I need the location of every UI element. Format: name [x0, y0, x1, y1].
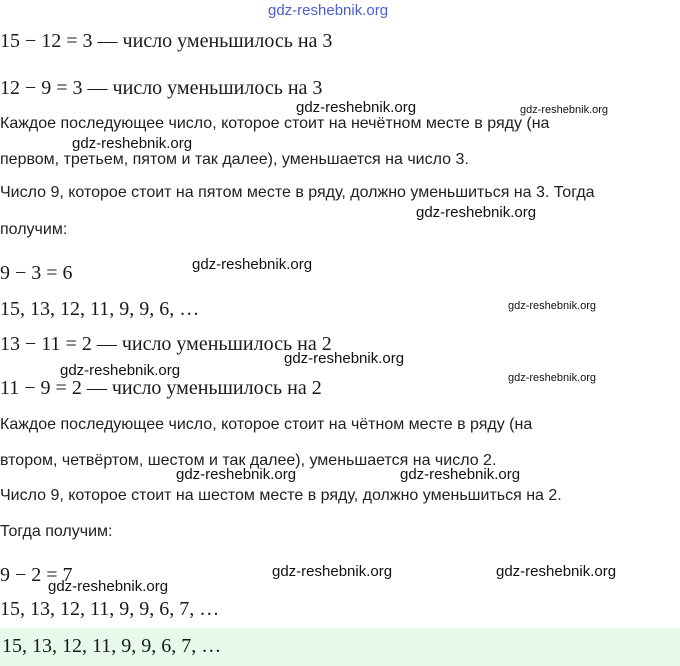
equation-line-3: 9 − 3 = 6	[0, 262, 73, 284]
paragraph-line-6: втором, четвёртом, шестом и так далее), уменьшается на число 2.	[0, 452, 497, 469]
paragraph-line-3: Число 9, которое стоит на пятом месте в ряду, должно уменьшиться на 3. Тогда	[0, 184, 595, 201]
equation-line-5: 11 − 9 = 2 — число уменьшилось на 2	[0, 377, 322, 399]
equation-line-4: 13 − 11 = 2 — число уменьшилось на 2	[0, 333, 332, 355]
watermark: gdz-reshebnik.org	[508, 372, 597, 384]
answer-text: 15, 13, 12, 11, 9, 9, 6, 7, …	[2, 635, 222, 657]
equation-line-2: 12 − 9 = 3 — число уменьшилось на 3	[0, 77, 323, 99]
watermark: gdz-reshebnik.org	[60, 362, 181, 379]
paragraph-line-4: получим:	[0, 221, 68, 238]
paragraph-line-8: Тогда получим:	[0, 523, 113, 540]
equation-line-6: 9 − 2 = 7	[0, 564, 73, 586]
paragraph-line-1: Каждое последующее число, которое стоит на нечётном месте в ряду (на	[0, 115, 550, 132]
watermark: gdz-reshebnik.org	[268, 2, 389, 19]
equation-line-1: 15 − 12 = 3 — число уменьшилось на 3	[0, 30, 333, 52]
watermark: gdz-reshebnik.org	[520, 104, 609, 116]
watermark: gdz-reshebnik.org	[508, 300, 597, 312]
watermark: gdz-reshebnik.org	[416, 204, 537, 221]
watermark: gdz-reshebnik.org	[72, 135, 193, 152]
watermark: gdz-reshebnik.org	[296, 99, 417, 116]
paragraph-line-7: Число 9, которое стоит на шестом месте в ряду, должно уменьшиться на 2.	[0, 487, 562, 504]
watermark: gdz-reshebnik.org	[284, 350, 405, 367]
paragraph-line-2: первом, третьем, пятом и так далее), уменьшается на число 3.	[0, 151, 469, 168]
watermark: gdz-reshebnik.org	[176, 466, 297, 483]
sequence-line-2: 15, 13, 12, 11, 9, 9, 6, 7, …	[0, 598, 220, 620]
watermark: gdz-reshebnik.org	[192, 256, 313, 273]
watermark: gdz-reshebnik.org	[48, 578, 169, 595]
paragraph-line-5: Каждое последующее число, которое стоит на чётном месте в ряду (на	[0, 416, 533, 433]
sequence-line-1: 15, 13, 12, 11, 9, 9, 6, …	[0, 298, 200, 320]
watermark: gdz-reshebnik.org	[400, 466, 521, 483]
answer-box	[0, 628, 680, 666]
watermark: gdz-reshebnik.org	[496, 563, 617, 580]
watermark: gdz-reshebnik.org	[272, 563, 393, 580]
